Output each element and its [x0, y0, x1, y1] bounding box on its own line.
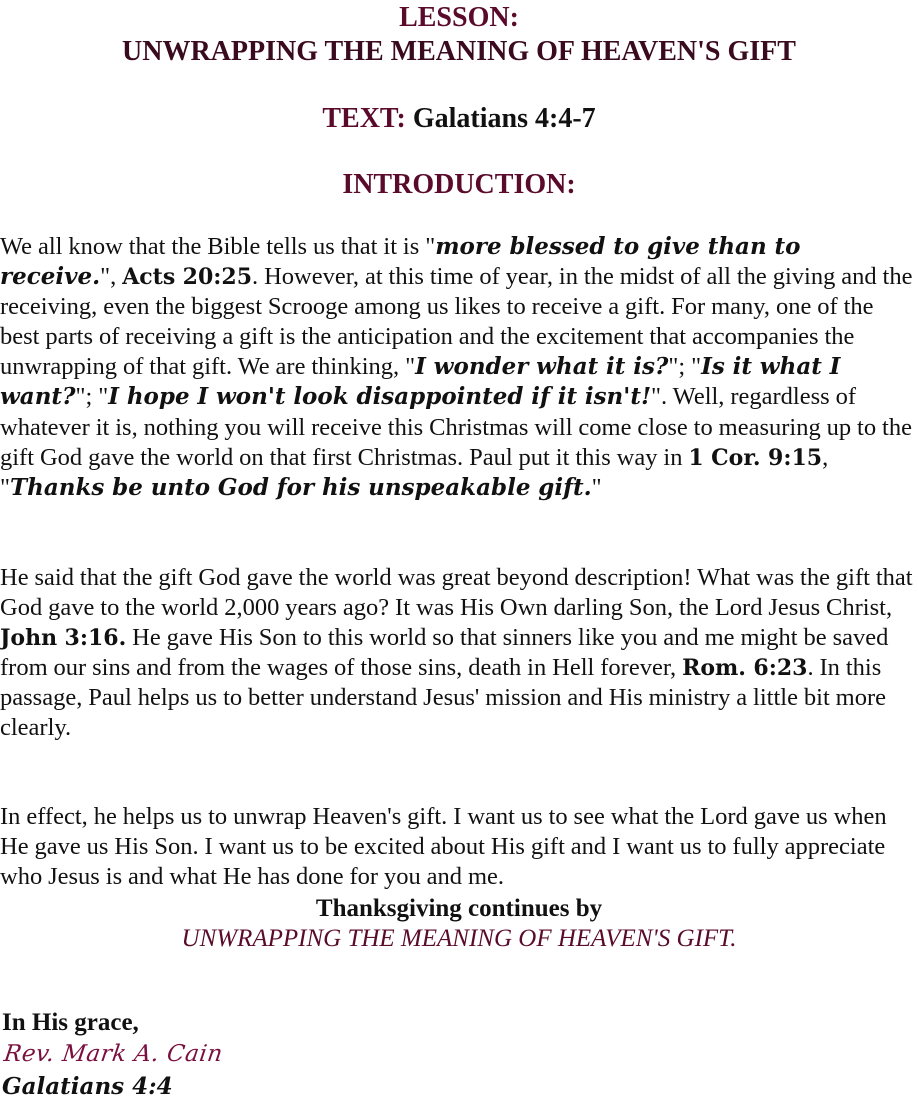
p2-text-3: . In this passage, Paul helps us to better understand Jesus' mission and His ministry a little bit more clearly.	[0, 654, 887, 742]
p1-text-4: "; "	[668, 353, 702, 381]
p1-text-5: "; "	[75, 383, 109, 411]
intro-paragraph-3: In effect, he helps us to unwrap Heaven's gift. I want us to see what the Lord gave us when He gave us His Son. I want us to be excited about His gift and I want us to fully appreciate who Jesus is and what He has done for you and me.	[0, 803, 887, 891]
p1-quote-blessed: more blessed to give than to receive.	[0, 233, 801, 291]
p1-quote-hope: I hope I won't look disappointed if it isn't!	[108, 383, 652, 411]
signoff-greeting: In His grace,	[2, 1009, 139, 1036]
p1-text-6: ". Well, regardless of whatever it is, nothing you will receive this Christmas will come close to measuring up to the gift God gave the world on that first Christmas. Paul put it this way in	[0, 383, 912, 471]
p1-ref-cor: 1 Cor. 9:15	[688, 444, 823, 471]
closing-line-1: Thanksgiving continues by	[315, 895, 603, 922]
text-heading	[0, 102, 918, 136]
p2-text-2: He gave His Son to this world so that sinners like you and me might be saved from our sins and from the wages of those sins, death in Hell forever,	[0, 624, 889, 682]
lesson-label: LESSON:	[399, 2, 519, 33]
p2-ref-rom: Rom. 6:23	[682, 655, 808, 682]
introduction-heading: INTRODUCTION:	[342, 169, 576, 200]
intro-paragraph-2	[0, 563, 918, 744]
p2-ref-john: John 3:16.	[0, 625, 127, 652]
p1-text-2: ",	[100, 263, 123, 291]
text-reference: Galatians 4:4-7	[412, 103, 596, 134]
closing-line-2: UNWRAPPING THE MEANING OF HEAVEN'S GIFT.	[181, 925, 737, 952]
p1-text-1: We all know that the Bible tells us that it is "	[0, 233, 436, 260]
signature: Rev. Mark A. Cain	[2, 1041, 225, 1067]
intro-paragraph-1	[0, 232, 918, 503]
p1-text-3: . However, at this time of year, in the midst of all the giving and the receiving, even the biggest Scrooge among us likes to receive a gift. For many, one of the best parts of receiving a gift is the anticipation and the excitement that accompanies the unwrapping of that gift. We are thinking, "	[0, 263, 913, 381]
lesson-title: UNWRAPPING THE MEANING OF HEAVEN'S GIFT	[122, 36, 796, 67]
p1-quote-thanks: Thanks be unto God for his unspeakable gift.	[10, 473, 592, 501]
p1-quote-want: Is it what I want?	[0, 353, 841, 411]
p1-ref-acts: Acts 20:25	[122, 264, 253, 291]
p2-text-1: He said that the gift God gave the world was great beyond description! What was the gift that God gave to the world 2,000 years ago? It was His Own darling Son, the Lord Jesus Christ,	[0, 564, 913, 622]
signoff-verse-reference: Galatians 4:4	[2, 1073, 173, 1100]
p1-quote-wonder: I wonder what it is?	[415, 353, 669, 381]
text-label: TEXT:	[322, 103, 406, 134]
p1-text-7: , "	[0, 443, 829, 501]
p1-text-8: "	[591, 473, 602, 501]
